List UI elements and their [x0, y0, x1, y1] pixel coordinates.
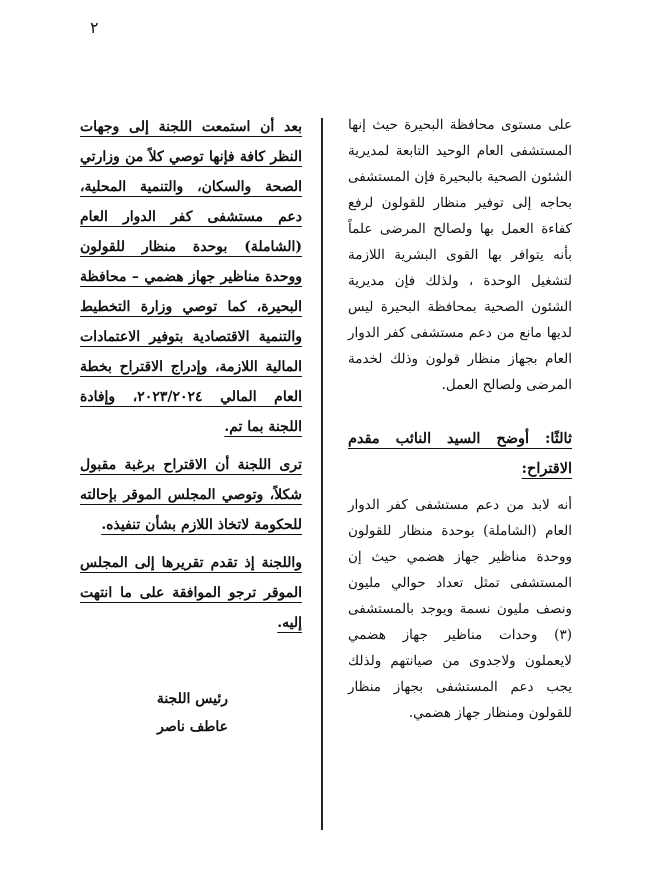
- signature-block: [108, 685, 228, 741]
- signature-name: عاطف ناصر: [157, 719, 228, 735]
- left-column: [80, 112, 302, 638]
- recommendation-text: بعد أن استمعت اللجنة إلى وجهات النظر كافة فإنها توصي كلاً من وزارتي الصحة والسكان، والتنمية المحلية، دعم مستشفى كفر الدوار العام (الشاملة) بوحدة منظار للقولون ووحدة مناظير جهاز هضمي – محافظة البحيرة، كما توصي وزارة التخطيط والتنمية الاقتصادية بتوفير الاعتمادات المالية اللازمة، وإدراج الاقتراح بخطة العام المالي ٢٠٢٣/٢٠٢٤، وإفادة اللجنة بما تم.: [80, 119, 302, 435]
- acceptance-text: ترى اللجنة أن الاقتراح برغبة مقبول شكلاً، وتوصي المجلس الموقر بإحالته للحكومة لاتخاذ اللازم بشأن تنفيذه.: [80, 457, 302, 533]
- recommendation-paragraph: [80, 112, 302, 442]
- mp-statement-paragraph: أنه لابد من دعم مستشفى كفر الدوار العام (الشاملة) بوحدة منظار للقولون ووحدة مناظير جهاز هضمي حيث إن المستشفى تمثل تعداد حوالي مليون ونصف مليون نسمة ويوجد بالمستشفى (٣) وحدات مناظير جهاز هضمي لايعملون ولاجدوى من صيانتهم ولذلك يجب دعم المستشفى بجهاز منظار للقولون ومنظار جهاز هضمي.: [348, 497, 572, 721]
- section-heading: [348, 424, 572, 484]
- committee-body-paragraph: على مستوى محافظة البحيرة حيث إنها المستشفى العام الوحيد التابعة لمديرية الشئون الصحية بالبحيرة فإن المستشفى بحاجه إلى توفير منظار للقولون لرفع كفاءة العمل بها ولصالح المرضى علماً بأنه يتوافر بها القوى البشرية اللازمة لتشغيل الوحدة ، ولذلك فإن مديرية الشئون الصحية بمحافظة البحيرة ليس لديها مانع من دعم مستشفى كفر الدوار العام بجهاز منظار قولون وذلك لخدمة المرضى ولصالح العمل.: [348, 117, 572, 393]
- acceptance-paragraph: [80, 450, 302, 540]
- closing-text: واللجنة إذ تقدم تقريرها إلى المجلس الموقر ترجو الموافقة على ما انتهت إليه.: [80, 555, 302, 631]
- closing-paragraph: [80, 548, 302, 638]
- column-divider: [321, 118, 323, 830]
- page-number: ٢: [90, 18, 99, 37]
- signature-title: رئيس اللجنة: [156, 691, 228, 707]
- section-heading-text: ثالثًا: أوضح السيد النائب مقدم الاقتراح:: [348, 430, 572, 477]
- right-column: [348, 112, 572, 726]
